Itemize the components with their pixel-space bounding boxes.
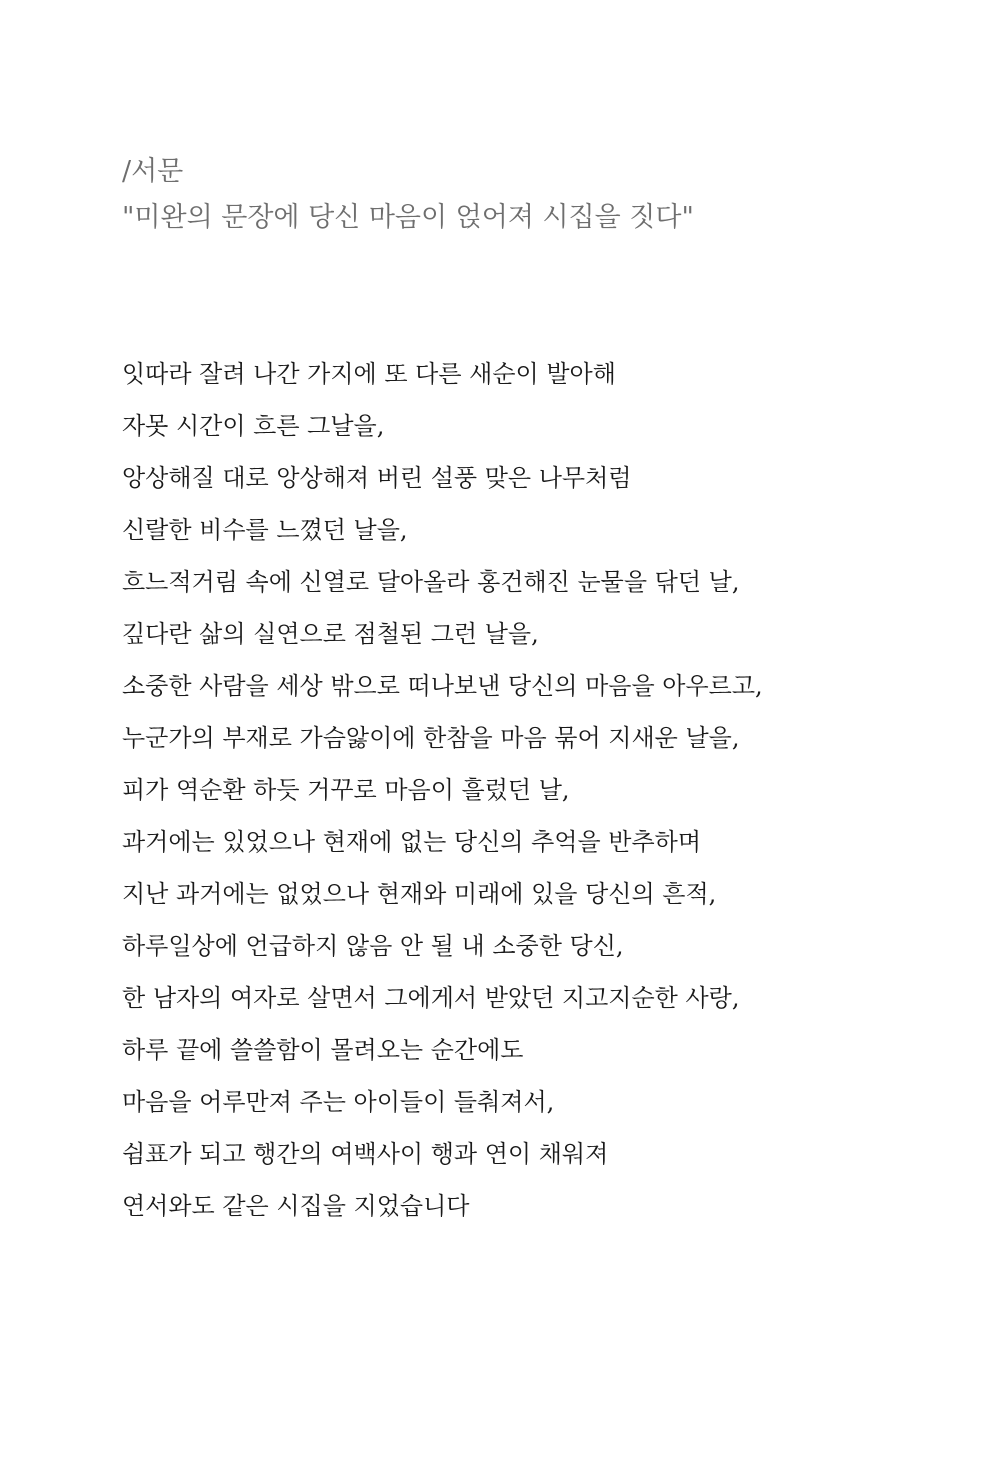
poem-line: 흐느적거림 속에 신열로 달아올라 홍건해진 눈물을 닦던 날, xyxy=(122,568,740,596)
poem-line: 앙상해질 대로 앙상해져 버린 설풍 맞은 나무처럼 xyxy=(122,464,632,492)
poem-line: 쉼표가 되고 행간의 여백사이 행과 연이 채워져 xyxy=(122,1140,609,1168)
poem-line: 한 남자의 여자로 살면서 그에게서 받았던 지고지순한 사랑, xyxy=(122,984,740,1012)
poem-line: 마음을 어루만져 주는 아이들이 들춰져서, xyxy=(122,1088,555,1116)
poem-body xyxy=(122,348,962,1232)
poem-line: 연서와도 같은 시집을 지었습니다 xyxy=(122,1192,470,1220)
poem-line: 하루일상에 언급하지 않음 안 될 내 소중한 당신, xyxy=(122,932,624,960)
poem-line: 피가 역순환 하듯 거꾸로 마음이 흘렀던 날, xyxy=(122,776,570,804)
poem-line: 소중한 사람을 세상 밖으로 떠나보낸 당신의 마음을 아우르고, xyxy=(122,672,763,700)
section-label: /서문 xyxy=(122,156,184,187)
poem-line: 신랄한 비수를 느꼈던 날을, xyxy=(122,516,408,544)
poem-line: 과거에는 있었으나 현재에 없는 당신의 추억을 반추하며 xyxy=(122,828,702,856)
preface-header xyxy=(122,152,942,238)
preface-subtitle: "미완의 문장에 당신 마음이 얹어져 시집을 짓다" xyxy=(122,202,694,233)
poem-line: 자못 시간이 흐른 그날을, xyxy=(122,412,385,440)
poem-line: 하루 끝에 쓸쓸함이 몰려오는 순간에도 xyxy=(122,1036,524,1064)
poem-line: 지난 과거에는 없었으나 현재와 미래에 있을 당신의 흔적, xyxy=(122,880,717,908)
poem-line: 잇따라 잘려 나간 가지에 또 다른 새순이 발아해 xyxy=(122,360,616,388)
poem-line: 깊다란 삶의 실연으로 점철된 그런 날을, xyxy=(122,620,539,648)
poem-line: 누군가의 부재로 가슴앓이에 한참을 마음 묶어 지새운 날을, xyxy=(122,724,740,752)
